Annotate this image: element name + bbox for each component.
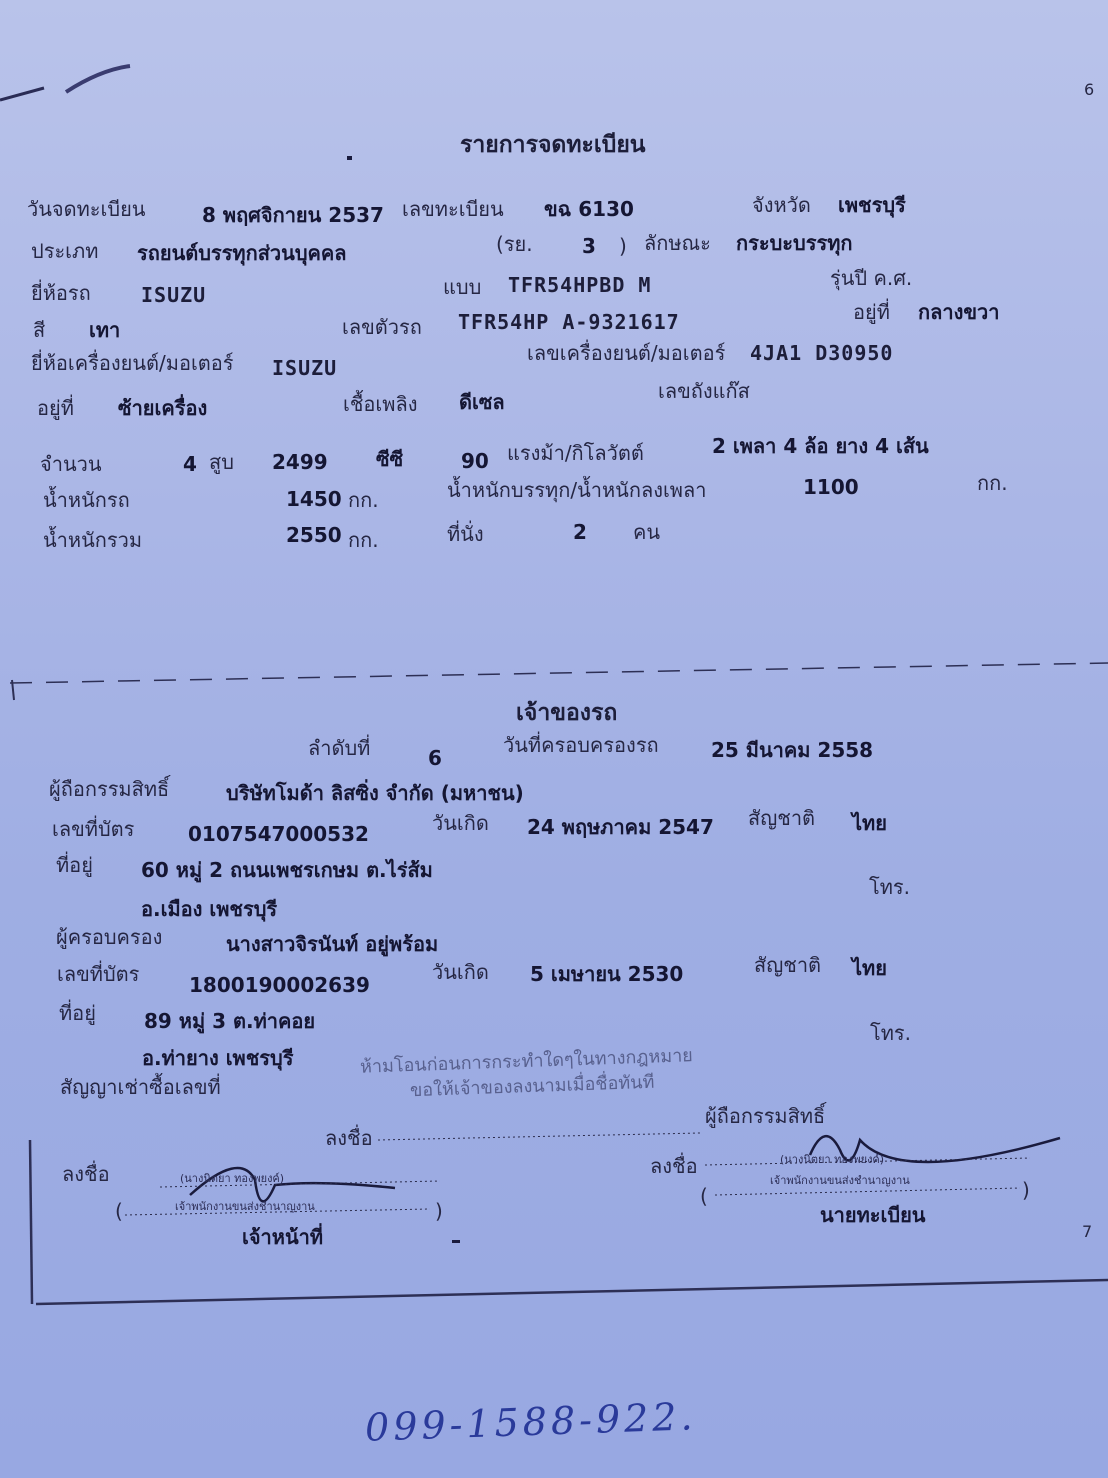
registrar-paren-open: ( [700,1184,708,1208]
registrar-role: นายทะเบียน [820,1203,926,1227]
officer-title-small: เจ้าพนักงานขนส่งชำนาญงาน [175,1200,315,1213]
total-weight-unit: กก. [348,528,379,552]
plate-number: ขฉ 6130 [544,197,634,221]
engine-number-label: เลขเครื่องยนต์/มอเตอร์ [527,341,726,365]
contract-label: สัญญาเช่าซื้อเลขที่ [60,1075,221,1099]
holder-id-label: เลขที่บัตร [57,962,140,986]
displacement-cc: 2499 [272,450,328,474]
vehicle-type: รถยนต์บรรทุกส่วนบุคคล [137,241,347,265]
owner-nationality: ไทย [852,811,887,835]
province: เพชรบุรี [838,193,906,217]
holder-address-line2: อ.ท่ายาง เพชรบุรี [142,1046,294,1070]
holder-id: 1800190002639 [189,973,370,997]
owner-section-title: เจ้าของรถ [516,700,618,726]
order-label: ลำดับที่ [308,736,371,760]
holder-phone-label: โทร. [870,1021,912,1045]
seats-label: ที่นั่ง [447,522,484,546]
year-label: รุ่นปี ค.ศ. [830,266,913,290]
seats-unit: คน [633,520,661,544]
engine-brand: ISUZU [272,356,338,380]
engine-number: 4JA1 D30950 [750,341,894,365]
owner-id-label: เลขที่บัตร [52,817,135,841]
engine-location: ซ้ายเครื่อง [118,396,208,420]
model: TFR54HPBD M [508,273,652,297]
registrar-title-small: เจ้าพนักงานขนส่งชำนาญงาน [770,1174,910,1187]
owner-address-line2: อ.เมือง เพชรบุรี [141,897,278,921]
vehicle-style: กระบะบรรทุก [736,231,853,255]
officer-sign-label: ลงชื่อ [62,1162,110,1186]
owner-sign-label: ลงชื่อ [325,1126,373,1150]
engine-brand-label: ยี่ห้อเครื่องยนต์/มอเตอร์ [31,351,234,375]
province-label: จังหวัด [752,193,811,217]
owner-label: ผู้ถือกรรมสิทธิ์ [49,777,170,801]
load-unit: กก. [977,471,1008,495]
gas-tank-label: เลขถังแก๊ส [658,379,750,403]
possession-date: 25 มีนาคม 2558 [711,738,874,762]
officer-name-small: (นางนิตยา ทองพยงค์) [180,1172,285,1185]
owner-birth: 24 พฤษภาคม 2547 [527,815,714,839]
registrar-name-small: (นางนิตยา ทองพยงค์) [780,1153,885,1166]
vehicle-weight: 1450 [286,487,342,511]
chassis-location: กลางขวา [918,300,1000,324]
owner-birth-label: วันเกิด [432,811,489,835]
chassis-location-label: อยู่ที่ [853,300,890,324]
stamp-text-line1: ห้ามโอนก่อนการกระทำใดๆในทางกฎหมาย [359,1045,694,1078]
engine-location-label: อยู่ที่ [37,396,74,420]
holder-birth-label: วันเกิด [432,960,489,984]
chassis-number: TFR54HP A-9321617 [458,310,680,334]
seats: 2 [573,520,587,544]
fuel: ดีเซล [459,390,505,414]
color: เทา [89,318,121,342]
ry-label: (รย. [496,232,533,256]
horsepower: 90 [461,449,489,473]
cylinders: 4 [183,452,197,476]
load-label: น้ำหนักบรรทุก/น้ำหนักลงเพลา [447,478,707,502]
holder-address-line1: 89 หมู่ 3 ต.ท่าคอย [144,1009,316,1033]
owner-address-label: ที่อยู่ [56,853,93,877]
weight-unit: กก. [348,488,379,512]
officer-paren-close: ) [435,1199,443,1223]
holder-name: นางสาวจิรนันท์ อยู่พร้อม [226,932,439,956]
axle-wheels: 2 เพลา 4 ล้อ ยาง 4 เส้น [712,434,929,458]
ry-close: ) [619,234,627,258]
page-number-top: 6 [1084,80,1095,99]
holder-address-label: ที่อยู่ [59,1001,96,1025]
brand: ISUZU [141,283,207,307]
plate-label: เลขทะเบียน [402,197,504,221]
reg-date: 8 พฤศจิกายน 2537 [202,203,384,227]
registration-title: รายการจดทะเบียน [460,132,646,158]
owner-nationality-label: สัญชาติ [748,806,816,830]
ry-number: 3 [582,234,596,258]
model-label: แบบ [443,275,482,299]
cc-label: ซีซี [376,447,404,471]
horsepower-label: แรงม้า/กิโลวัตต์ [507,441,644,465]
holder-label: ผู้ครอบครอง [56,925,163,949]
stamp-text-line2: ขอให้เจ้าของลงนามเมื่อชื่อทันที [409,1071,655,1102]
cylinder-unit: สูบ [209,450,234,474]
handwritten-phone-number: 099-1588-922. [364,1394,698,1450]
holder-nationality: ไทย [852,956,887,980]
color-label: สี [33,318,46,342]
owner-id: 0107547000532 [188,822,369,846]
officer-paren-open: ( [115,1199,123,1223]
page-number-bottom: 7 [1082,1222,1093,1241]
chassis-label: เลขตัวรถ [342,315,422,339]
owner-phone-label: โทร. [869,875,911,899]
reg-date-label: วันจดทะเบียน [27,197,146,221]
possession-date-label: วันที่ครอบครองรถ [503,733,659,757]
holder-birth: 5 เมษายน 2530 [530,962,684,986]
fuel-label: เชื้อเพลิง [343,392,418,416]
brand-label: ยี่ห้อรถ [31,281,91,305]
holder-nationality-label: สัญชาติ [754,953,822,977]
registrar-paren-close: ) [1022,1178,1030,1202]
load-weight: 1100 [803,475,859,499]
officer-role: เจ้าหน้าที่ [242,1225,324,1249]
total-weight: 2550 [286,523,342,547]
owner-sign-role: ผู้ถือกรรมสิทธิ์ [705,1104,826,1128]
style-label: ลักษณะ [644,231,711,255]
weight-label: น้ำหนักรถ [43,488,130,512]
total-weight-label: น้ำหนักรวม [43,528,143,552]
owner-address-line1: 60 หมู่ 2 ถนนเพชรเกษม ต.ไร่ส้ม [141,858,433,882]
type-label: ประเภท [31,239,99,263]
owner-name: บริษัทโมด้า ลิสซิ่ง จำกัด (มหาชน) [226,781,524,805]
registrar-sign-label: ลงชื่อ [650,1154,698,1178]
order-number: 6 [428,746,442,770]
count-label: จำนวน [40,452,102,476]
